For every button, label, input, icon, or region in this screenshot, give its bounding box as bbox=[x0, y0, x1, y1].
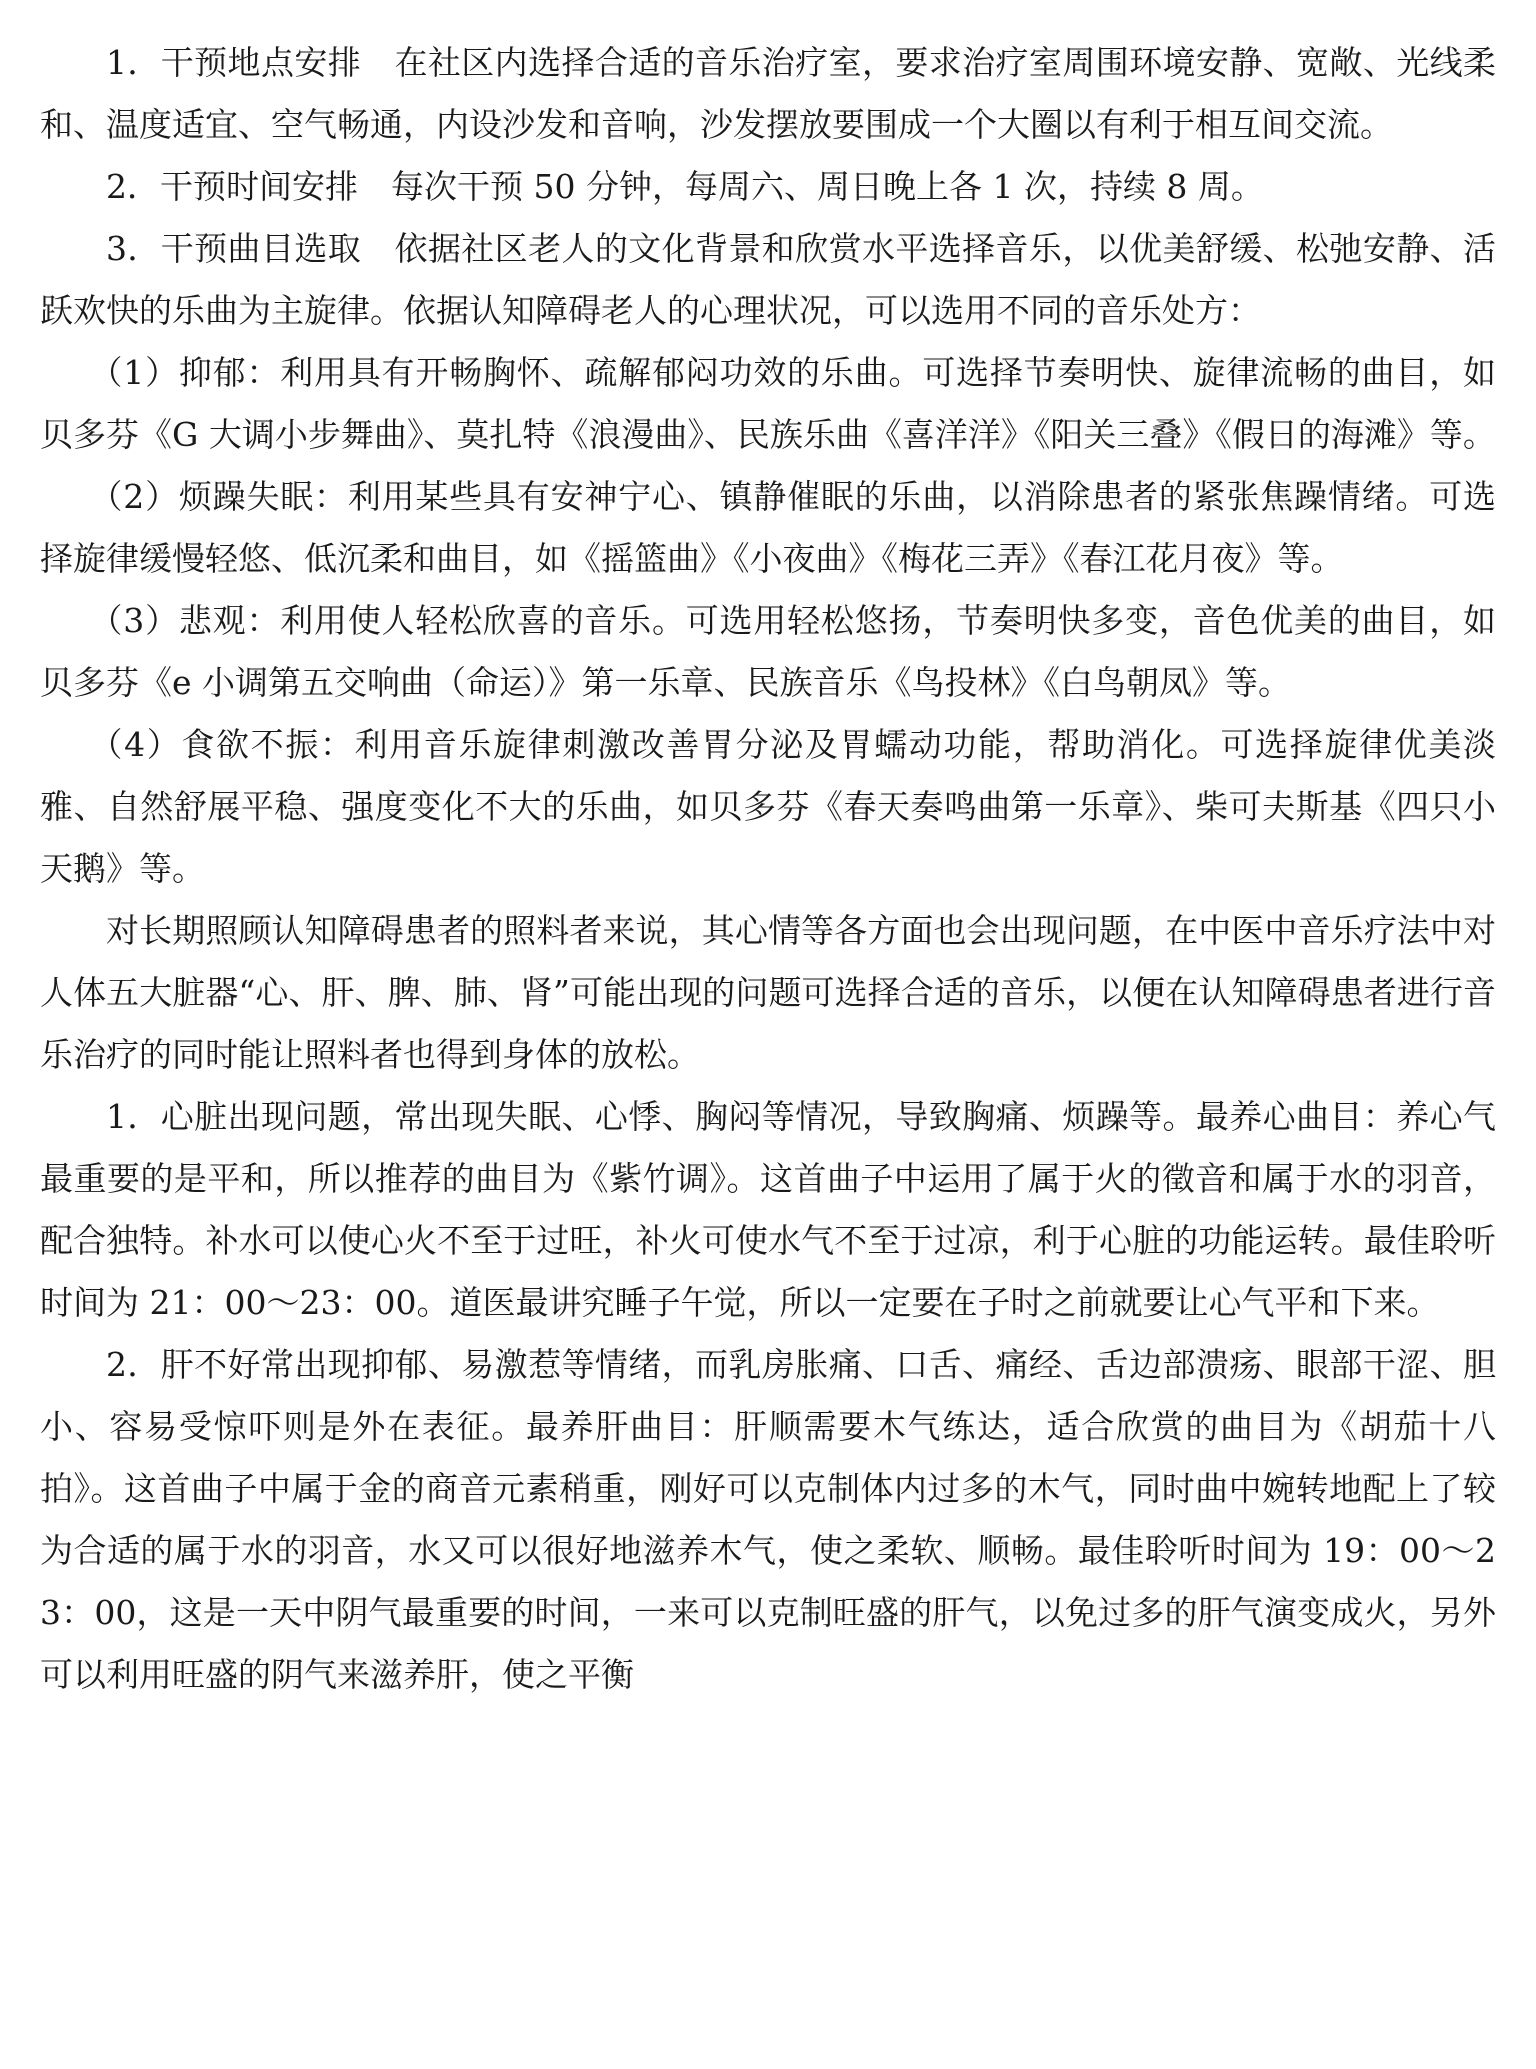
paragraph-pessimism: （3）悲观：利用使人轻松欣喜的音乐。可选用轻松悠扬，节奏明快多变，音色优美的曲目，如贝多芬《e 小调第五交响曲（命运）》第一乐章、民族音乐《鸟投林》《白鸟朝凤》等。 bbox=[40, 601, 1496, 702]
paragraph-intervention-location: 1．干预地点安排 在社区内选择合适的音乐治疗室，要求治疗室周围环境安静、宽敞、光线柔和、温度适宜、空气畅通，内设沙发和音响，沙发摆放要围成一个大圈以有利于相互间交流。 bbox=[40, 43, 1496, 144]
paragraph-intervention-time: 2．干预时间安排 每次干预 50 分钟，每周六、周日晚上各 1 次，持续 8 周。 bbox=[106, 167, 1264, 206]
paragraph-appetite: （4）食欲不振：利用音乐旋律刺激改善胃分泌及胃蠕动功能，帮助消化。可选择旋律优美淡雅、自然舒展平稳、强度变化不大的乐曲，如贝多芬《春天奏鸣曲第一乐章》、柴可夫斯基《四只小天鹅》等。 bbox=[40, 725, 1496, 888]
paragraph-depression: （1）抑郁：利用具有开畅胸怀、疏解郁闷功效的乐曲。可选择节奏明快、旋律流畅的曲目，如贝多芬《G 大调小步舞曲》、莫扎特《浪漫曲》、民族乐曲《喜洋洋》《阳关三叠》《假日的海滩》等。 bbox=[40, 353, 1496, 454]
paragraph-insomnia: （2）烦躁失眠：利用某些具有安神宁心、镇静催眠的乐曲，以消除患者的紧张焦躁情绪。可选择旋律缓慢轻悠、低沉柔和曲目，如《摇篮曲》《小夜曲》《梅花三弄》《春江花月夜》等。 bbox=[40, 477, 1496, 578]
paragraph-caregivers: 对长期照顾认知障碍患者的照料者来说，其心情等各方面也会出现问题，在中医中音乐疗法中对人体五大脏器“心、肝、脾、肺、肾”可能出现的问题可选择合适的音乐，以便在认知障碍患者进行音乐治疗的同时能让照料者也得到身体的放松。 bbox=[40, 911, 1496, 1074]
paragraph-heart: 1．心脏出现问题，常出现失眠、心悸、胸闷等情况，导致胸痛、烦躁等。最养心曲目：养心气最重要的是平和，所以推荐的曲目为《紫竹调》。这首曲子中运用了属于火的徵音和属于水的羽音，配合独特。补水可以使心火不至于过旺，补火可使水气不至于过凉，利于心脏的功能运转。最佳聆听时间为 21：00～23：00。道医最讲究睡子午觉，所以一定要在子时之前就要让心气平和下来。 bbox=[40, 1097, 1496, 1322]
paragraph-music-selection: 3．干预曲目选取 依据社区老人的文化背景和欣赏水平选择音乐，以优美舒缓、松弛安静、活跃欢快的乐曲为主旋律。依据认知障碍老人的心理状况，可以选用不同的音乐处方： bbox=[40, 229, 1496, 330]
paragraph-liver: 2．肝不好常出现抑郁、易激惹等情绪，而乳房胀痛、口舌、痛经、舌边部溃疡、眼部干涩、胆小、容易受惊吓则是外在表征。最养肝曲目：肝顺需要木气练达，适合欣赏的曲目为《胡茄十八拍》。这首曲子中属于金的商音元素稍重，刚好可以克制体内过多的木气，同时曲中婉转地配上了较为合适的属于水的羽音，水又可以很好地滋养木气，使之柔软、顺畅。最佳聆听时间为 19：00～23：00，这是一天中阴气最重要的时间，一来可以克制旺盛的肝气，以免过多的肝气演变成火，另外可以利用旺盛的阴气来滋养肝，使之平衡 bbox=[40, 1345, 1496, 1694]
